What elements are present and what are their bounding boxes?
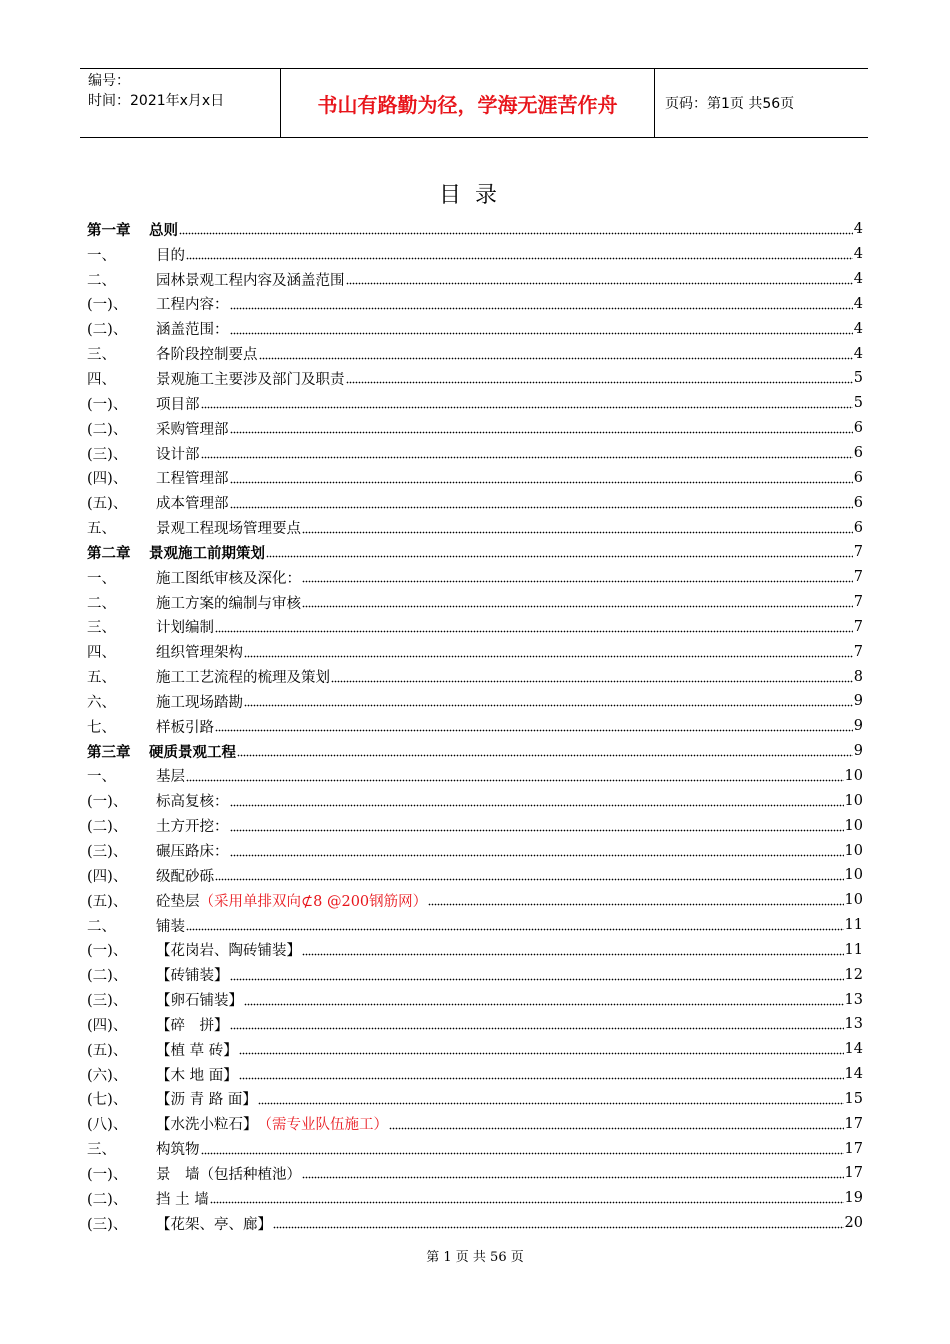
toc-entry-title: 景 墙（包括种植池） xyxy=(156,1166,301,1183)
toc-entry-number: 三、 xyxy=(87,1142,116,1159)
toc-entry[interactable] xyxy=(87,813,863,838)
toc-entry[interactable] xyxy=(87,490,863,515)
toc-entry-title: 样板引路 xyxy=(156,719,214,736)
toc-entry[interactable] xyxy=(87,689,863,714)
toc-entry-title: 碾压路床： xyxy=(156,844,229,861)
dot-leader xyxy=(302,944,844,956)
toc-entry-page: 6 xyxy=(853,519,863,536)
toc-entry-number: (四)、 xyxy=(87,868,128,885)
toc-entry[interactable] xyxy=(87,888,863,913)
toc-entry-title: 硬质景观工程 xyxy=(149,743,236,761)
dot-leader xyxy=(346,273,853,285)
toc-entry-number: 二、 xyxy=(87,272,116,289)
toc-entry[interactable] xyxy=(87,788,863,813)
toc-entry[interactable] xyxy=(87,863,863,888)
toc-entry-page: 14 xyxy=(844,1041,863,1058)
dot-leader xyxy=(302,596,853,608)
toc-entry-number: (五)、 xyxy=(87,893,128,910)
toc-entry-page: 4 xyxy=(853,221,863,238)
toc-entry-number: 四、 xyxy=(87,371,116,388)
toc-entry-number: 三、 xyxy=(87,620,116,637)
header-page-info: 页码：第1页 共56页 xyxy=(665,96,795,112)
toc-entry[interactable] xyxy=(87,316,863,341)
toc-entry-number: 三、 xyxy=(87,347,116,364)
toc-entry-page: 15 xyxy=(844,1090,863,1107)
toc-entry-page: 9 xyxy=(853,718,863,735)
toc-entry-number: 第二章 xyxy=(87,544,131,562)
toc-entry-title: 各阶段控制要点 xyxy=(156,347,258,364)
toc-entry-number: (二)、 xyxy=(87,968,128,985)
toc-entry-page: 7 xyxy=(853,643,863,660)
toc-entry[interactable] xyxy=(87,515,863,540)
toc-entry-title: 目的 xyxy=(156,247,185,264)
toc-entry[interactable] xyxy=(87,1062,863,1087)
toc-entry-page: 11 xyxy=(844,941,863,958)
header-motto: 书山有路勤为径，学海无涯苦作舟 xyxy=(281,69,655,137)
toc-entry[interactable] xyxy=(87,1111,863,1136)
toc-entry-note: （需专业队伍施工） xyxy=(257,1117,388,1134)
toc-entry-number: (一)、 xyxy=(87,943,128,960)
dot-leader xyxy=(302,1167,844,1179)
toc-entry[interactable] xyxy=(87,937,863,962)
toc-entry-title: 【砖铺装】 xyxy=(156,968,229,985)
toc-entry-title: 成本管理部 xyxy=(156,496,229,513)
dot-leader xyxy=(230,820,844,832)
toc-entry-title: 【木 地 面】 xyxy=(156,1067,238,1084)
page-footer: 第 1 页 共 56 页 xyxy=(426,1250,524,1265)
toc-entry-title: 工程内容： xyxy=(156,297,229,314)
page-title: 目录 xyxy=(438,183,511,208)
toc-entry-page: 4 xyxy=(853,345,863,362)
dot-leader xyxy=(210,1192,844,1204)
toc-entry-page: 13 xyxy=(844,1016,863,1033)
toc-entry-number: 六、 xyxy=(87,694,116,711)
dot-leader xyxy=(230,472,853,484)
toc-entry-page: 14 xyxy=(844,1066,863,1083)
toc-entry-page: 9 xyxy=(853,693,863,710)
dot-leader xyxy=(179,223,853,235)
toc-chapter-entry[interactable] xyxy=(87,739,863,764)
dot-leader xyxy=(230,1018,844,1030)
toc-entry-page: 10 xyxy=(844,767,863,784)
toc-entry-title: 景观施工主要涉及部门及职责 xyxy=(156,371,345,388)
dot-leader xyxy=(201,447,853,459)
toc-entry-page: 8 xyxy=(853,668,863,685)
toc-entry[interactable] xyxy=(87,838,863,863)
dot-leader xyxy=(259,348,853,360)
toc-entry-title: 工程管理部 xyxy=(156,471,229,488)
toc-entry-number: (二)、 xyxy=(87,1191,128,1208)
toc-entry-number: (三)、 xyxy=(87,993,128,1010)
toc-entry-number: (三)、 xyxy=(87,844,128,861)
dot-leader xyxy=(389,1118,844,1130)
toc-entry[interactable] xyxy=(87,366,863,391)
toc-entry-page: 17 xyxy=(844,1165,863,1182)
toc-entry-title: 挡 土 墙 xyxy=(156,1191,209,1208)
dot-leader xyxy=(273,1217,844,1229)
number-label: 编号： xyxy=(88,73,130,89)
toc-entry[interactable] xyxy=(87,1186,863,1211)
toc-entry-title: 基层 xyxy=(156,769,185,786)
toc-entry-title: 项目部 xyxy=(156,396,200,413)
dot-leader xyxy=(239,1068,844,1080)
toc-entry[interactable] xyxy=(87,1161,863,1186)
toc-entry[interactable] xyxy=(87,962,863,987)
toc-entry-title: 铺装 xyxy=(156,918,185,935)
toc-entry-number: (五)、 xyxy=(87,496,128,513)
toc-entry-number: 四、 xyxy=(87,645,116,662)
toc-entry[interactable] xyxy=(87,1037,863,1062)
toc-entry[interactable] xyxy=(87,1136,863,1161)
toc-entry-number: (一)、 xyxy=(87,794,128,811)
dot-leader xyxy=(346,372,853,384)
toc-entry-title: 【花架、亭、廊】 xyxy=(156,1216,272,1233)
toc-entry[interactable] xyxy=(87,416,863,441)
toc-entry[interactable] xyxy=(87,242,863,267)
toc-entry-page: 6 xyxy=(853,420,863,437)
toc-entry-page: 6 xyxy=(853,445,863,462)
toc-entry-page: 10 xyxy=(844,892,863,909)
toc-entry[interactable] xyxy=(87,764,863,789)
toc-entry-page: 5 xyxy=(853,395,863,412)
dot-leader xyxy=(428,894,843,906)
toc-entry-page: 4 xyxy=(853,246,863,263)
toc-chapter-entry[interactable] xyxy=(87,540,863,565)
toc-entry[interactable] xyxy=(87,565,863,590)
toc-entry-title: 级配砂砾 xyxy=(156,868,214,885)
toc-entry-page: 6 xyxy=(853,469,863,486)
toc-entry-number: (一)、 xyxy=(87,396,128,413)
toc-entry-title: 组织管理架构 xyxy=(156,645,243,662)
toc-entry[interactable] xyxy=(87,639,863,664)
toc-entry-number: 第三章 xyxy=(87,743,131,761)
toc-entry-title: 施工工艺流程的梳理及策划 xyxy=(156,670,330,687)
toc-entry-note: （采用单排双向⊄8 @200钢筋网） xyxy=(199,893,428,910)
toc-entry-number: (三)、 xyxy=(87,446,128,463)
dot-leader xyxy=(215,720,853,732)
toc-entry-title: 【碎 拼】 xyxy=(156,1017,229,1034)
time-label: 时间：2021年x月x日 xyxy=(88,93,225,109)
toc-entry-title: 【植 草 砖】 xyxy=(156,1042,238,1059)
toc-entry-page: 10 xyxy=(844,817,863,834)
toc-entry-title: 园林景观工程内容及涵盖范围 xyxy=(156,272,345,289)
toc-entry-page: 6 xyxy=(853,494,863,511)
toc-entry-page: 7 xyxy=(853,544,863,561)
toc-entry[interactable] xyxy=(87,714,863,739)
toc-entry-number: (五)、 xyxy=(87,1042,128,1059)
toc-entry-number: 第一章 xyxy=(87,221,131,239)
dot-leader xyxy=(186,770,844,782)
toc-entry-page: 4 xyxy=(853,320,863,337)
dot-leader xyxy=(266,546,853,558)
toc-entry-page: 10 xyxy=(844,867,863,884)
toc-entry-number: (四)、 xyxy=(87,1017,128,1034)
toc-entry-page: 19 xyxy=(844,1190,863,1207)
toc-entry-page: 13 xyxy=(844,991,863,1008)
toc-entry-title: 计划编制 xyxy=(156,620,214,637)
toc-entry-number: 一、 xyxy=(87,247,116,264)
toc-entry-page: 4 xyxy=(853,271,863,288)
dot-leader xyxy=(302,571,853,583)
toc-entry-title: 砼垫层 xyxy=(156,893,200,910)
toc-entry-number: 二、 xyxy=(87,595,116,612)
dot-leader xyxy=(244,695,853,707)
toc-entry-number: (八)、 xyxy=(87,1117,128,1134)
dot-leader xyxy=(230,969,844,981)
toc-entry-page: 20 xyxy=(844,1215,863,1232)
toc-entry[interactable] xyxy=(87,465,863,490)
toc-entry-title: 【水洗小粒石】 xyxy=(156,1117,258,1134)
dot-leader xyxy=(215,869,844,881)
toc-entry-title: 采购管理部 xyxy=(156,421,229,438)
toc-entry-number: (一)、 xyxy=(87,297,128,314)
dot-leader xyxy=(258,1093,844,1105)
toc-entry-title: 涵盖范围： xyxy=(156,322,229,339)
toc-entry[interactable] xyxy=(87,267,863,292)
toc-entry-page: 10 xyxy=(844,792,863,809)
table-of-contents xyxy=(87,217,863,1236)
dot-leader xyxy=(230,845,844,857)
toc-entry-title: 标高复核： xyxy=(156,794,229,811)
toc-entry-number: 五、 xyxy=(87,521,116,538)
toc-entry-number: 一、 xyxy=(87,570,116,587)
dot-leader xyxy=(186,248,853,260)
toc-entry-title: 构筑物 xyxy=(156,1142,200,1159)
dot-leader xyxy=(302,522,853,534)
toc-entry[interactable] xyxy=(87,391,863,416)
toc-entry[interactable] xyxy=(87,615,863,640)
dot-leader xyxy=(230,795,844,807)
toc-entry-number: (二)、 xyxy=(87,421,128,438)
toc-entry-number: (二)、 xyxy=(87,322,128,339)
toc-entry-number: 一、 xyxy=(87,769,116,786)
toc-entry-number: (六)、 xyxy=(87,1067,128,1084)
dot-leader xyxy=(237,745,853,757)
toc-entry-number: 五、 xyxy=(87,670,116,687)
toc-entry-title: 土方开挖： xyxy=(156,819,229,836)
dot-leader xyxy=(201,397,853,409)
toc-entry-page: 5 xyxy=(853,370,863,387)
toc-entry[interactable] xyxy=(87,913,863,938)
toc-entry[interactable] xyxy=(87,987,863,1012)
toc-chapter-entry[interactable] xyxy=(87,217,863,242)
toc-entry-number: (一)、 xyxy=(87,1166,128,1183)
toc-entry-page: 7 xyxy=(853,618,863,635)
toc-entry-page: 17 xyxy=(844,1115,863,1132)
dot-leader xyxy=(215,621,853,633)
toc-entry-number: (三)、 xyxy=(87,1216,128,1233)
toc-entry-title: 施工现场踏勘 xyxy=(156,694,243,711)
toc-entry-title: 【卵石铺装】 xyxy=(156,993,243,1010)
dot-leader xyxy=(186,919,844,931)
dot-leader xyxy=(244,646,853,658)
toc-entry-number: (二)、 xyxy=(87,819,128,836)
toc-entry-page: 9 xyxy=(853,743,863,760)
toc-entry[interactable] xyxy=(87,590,863,615)
toc-entry[interactable] xyxy=(87,1087,863,1112)
toc-entry-page: 11 xyxy=(844,917,863,934)
toc-entry-title: 设计部 xyxy=(156,446,200,463)
toc-entry-title: 【沥 青 路 面】 xyxy=(156,1092,257,1109)
dot-leader xyxy=(230,298,853,310)
toc-entry-title: 总则 xyxy=(149,221,178,239)
toc-entry-title: 施工方案的编制与审核 xyxy=(156,595,301,612)
toc-entry[interactable] xyxy=(87,1211,863,1236)
toc-entry-page: 7 xyxy=(853,594,863,611)
page-header xyxy=(80,68,868,138)
toc-entry-title: 景观工程现场管理要点 xyxy=(156,521,301,538)
toc-entry[interactable] xyxy=(87,292,863,317)
toc-entry[interactable] xyxy=(87,1012,863,1037)
dot-leader xyxy=(230,323,853,335)
toc-entry-title: 【花岗岩、陶砖铺装】 xyxy=(156,943,301,960)
toc-entry-page: 10 xyxy=(844,842,863,859)
toc-entry-number: (四)、 xyxy=(87,471,128,488)
toc-entry-page: 4 xyxy=(853,295,863,312)
toc-entry-page: 17 xyxy=(844,1140,863,1157)
dot-leader xyxy=(331,671,853,683)
dot-leader xyxy=(201,1143,844,1155)
toc-entry-page: 12 xyxy=(844,966,863,983)
toc-entry[interactable] xyxy=(87,664,863,689)
toc-entry-number: 七、 xyxy=(87,719,116,736)
dot-leader xyxy=(244,994,844,1006)
toc-entry-title: 景观施工前期策划 xyxy=(149,544,265,562)
dot-leader xyxy=(230,422,853,434)
toc-entry-number: 二、 xyxy=(87,918,116,935)
header-meta xyxy=(80,69,281,137)
dot-leader xyxy=(239,1043,844,1055)
toc-entry-page: 7 xyxy=(853,569,863,586)
toc-entry-number: (七)、 xyxy=(87,1092,128,1109)
toc-entry-title: 施工图纸审核及深化： xyxy=(156,570,301,587)
toc-entry[interactable] xyxy=(87,441,863,466)
toc-entry[interactable] xyxy=(87,341,863,366)
dot-leader xyxy=(230,497,853,509)
